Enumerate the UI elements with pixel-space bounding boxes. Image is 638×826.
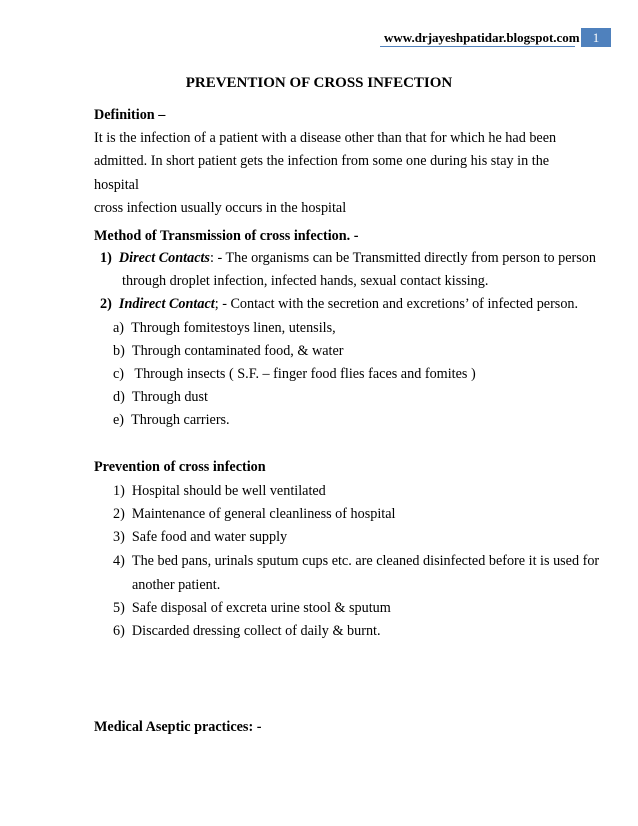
- aseptic-heading: Medical Aseptic practices: -: [94, 719, 262, 735]
- list-item: [113, 598, 391, 618]
- list-marker: 6): [113, 623, 125, 639]
- list-marker: 4): [113, 553, 125, 569]
- list-item: [113, 481, 326, 501]
- list-marker: 3): [113, 529, 125, 545]
- list-marker: 5): [113, 600, 125, 616]
- list-item: [113, 551, 599, 571]
- list-marker: b): [113, 343, 125, 359]
- direct-contact-text: : - The organisms can be Transmitted directly from person to person: [209, 250, 596, 266]
- definition-line: cross infection usually occurs in the hospital: [94, 200, 347, 217]
- page-title: PREVENTION OF CROSS INFECTION: [185, 75, 453, 91]
- list-item: [113, 341, 344, 361]
- list-item-text: Through insects ( S.F. – finger food flies faces and fomites ): [131, 366, 476, 382]
- header-rule: [380, 46, 575, 47]
- page-number-badge: 1: [581, 28, 611, 47]
- list-marker: 1): [113, 483, 125, 499]
- transmission-heading: Method of Transmission of cross infection. -: [94, 228, 359, 244]
- list-item-text: Through contaminated food, & water: [131, 343, 344, 359]
- list-item-text: Maintenance of general cleanliness of hospital: [131, 506, 396, 522]
- list-marker: c): [113, 366, 125, 382]
- list-item-text: Hospital should be well ventilated: [131, 483, 326, 499]
- list-item-text: The bed pans, urinals sputum cups etc. are cleaned disinfected before it is used for: [131, 553, 600, 569]
- definition-line: It is the infection of a patient with a disease other than that for which he had been: [94, 130, 557, 146]
- definition-paragraph: [94, 127, 594, 221]
- list-item: [113, 527, 287, 547]
- list-item-text: Safe food and water supply: [131, 529, 288, 545]
- list-marker: 2): [100, 296, 112, 312]
- direct-contact-continuation: through droplet infection, infected hands, sexual contact kissing.: [122, 273, 489, 289]
- header-url: www.drjayeshpatidar.blogspot.com: [384, 30, 580, 45]
- list-item-text: Safe disposal of excreta urine stool & sputum: [131, 600, 391, 616]
- list-item: [113, 318, 336, 338]
- list-item: [113, 364, 476, 384]
- list-item-text: Through fomitestoys linen, utensils,: [131, 320, 336, 336]
- list-item-continuation: another patient.: [132, 577, 221, 593]
- list-marker: e): [113, 412, 125, 428]
- prevention-heading: Prevention of cross infection: [94, 459, 266, 475]
- direct-contact-label: Direct Contacts: [118, 250, 210, 266]
- list-item-text: Through dust: [131, 389, 208, 405]
- indirect-contact-item: [100, 294, 578, 314]
- list-marker: d): [113, 389, 125, 405]
- list-marker: a): [113, 320, 125, 336]
- list-marker: 1): [100, 250, 112, 266]
- list-item-text: Through carriers.: [131, 412, 230, 428]
- list-item-text: Discarded dressing collect of daily & burnt.: [131, 623, 381, 639]
- list-item: [113, 410, 230, 430]
- definition-line: admitted. In short patient gets the infection from some one during his stay in the hospital: [94, 153, 550, 193]
- indirect-contact-text: ; - Contact with the secretion and excretions’ of infected person.: [214, 296, 579, 312]
- indirect-contact-label: Indirect Contact: [118, 296, 215, 312]
- definition-heading: Definition –: [94, 107, 166, 123]
- list-item: [113, 504, 395, 524]
- list-marker: 2): [113, 506, 125, 522]
- direct-contact-item: [100, 248, 596, 268]
- list-item: [113, 387, 208, 407]
- list-item: [113, 621, 381, 641]
